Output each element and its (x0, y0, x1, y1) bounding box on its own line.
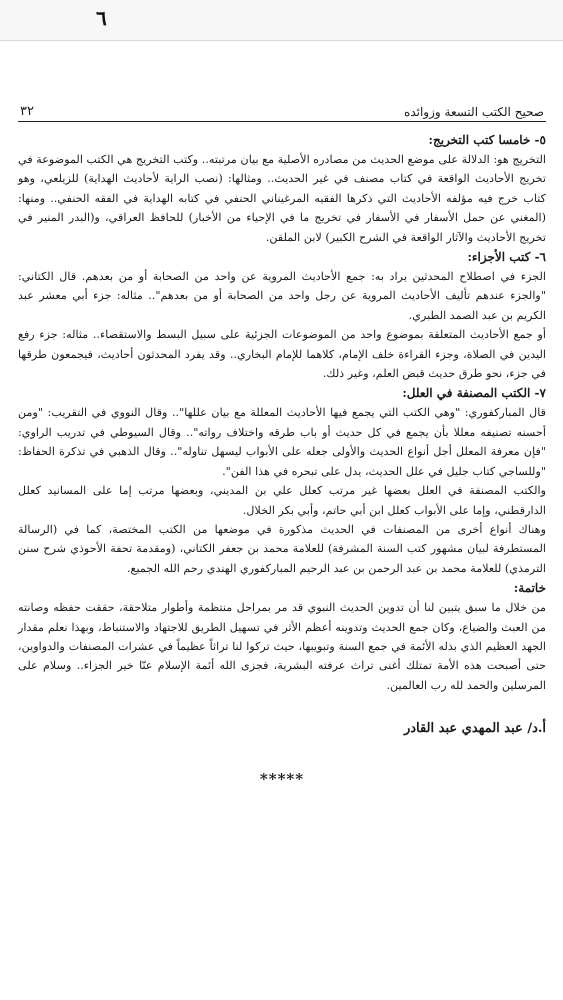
author-signature: أ.د/ عبد المهدي عبد القادر (403, 721, 546, 737)
paragraph: من خلال ما سبق يتبين لنا أن تدوين الحديث النبوي قد مر بمراحل منتظمة وأطوار متلاحقة، حققت حفظه وصانته من العبث والضياع، وكان جمع الحديث وتدوينه أعظم الأثر في تسهيل الطريق للاجتهاد والاستنباط، وبهذا نعلم مقدار الجهد العظيم الذي بذله الأئمة في جمع السنة وتبويبها، حيث تركوا لنا تراثاً عظيماً في عشرات المصنفات والدواوين، حتى أصبحت هذه الأمة تمتلك أغنى تراث عرفته البشرية، فجزى الله أئمة الإسلام عنّا خير الجزاء.. وسلام على المرسلين والحمد لله رب العالمين. (18, 601, 546, 692)
end-mark: ***** (259, 770, 305, 789)
status-number: ٦ (96, 6, 107, 30)
heading-takhrij: ٥- خامسا كتب التخريج: (428, 133, 546, 147)
page-number: ٣٢ (20, 104, 34, 119)
paragraph: أو جمع الأحاديث المتعلقة بموضوع واحد من الموضوعات الجزئية على سبيل البسط والاستقصاء.. مثاله: جزء رفع اليدين في الصلاة، وجزء القراءة خلف الإمام، كلاهما للإمام البخاري.. وقد يفرد المحدثون أحاديث، فيجمعون طرقها في جزء، نحو طرق حديث قبض العلم، وغير ذلك. (18, 328, 546, 381)
status-bar (0, 0, 563, 41)
paragraph: والكتب المصنفة في العلل بعضها غير مرتب كعلل علي بن المديني، وبعضها مرتب إما على المسانيد كعلل الدارقطني، وإما على الأبواب كعلل ابن أبي حاتم، وأبي بكر الخلال. (18, 484, 546, 517)
heading-ajza: ٦- كتب الأجزاء: (467, 250, 546, 265)
paragraph: وهناك أنواع أخرى من المصنفات في الحديث مذكورة في موضعها من الكتب المختصة، كما في (الرسالة المستطرفة لبيان مشهور كتب السنة المشرفة) للعلامة محمد بن جعفر الكتاني، (ومقدمة تحفة الأحوذي شرح سنن الترمذي) للعلامة محمد بن عبد الرحمن بن عبد الرحيم المباركفوري الهندي رحم الله الجميع. (18, 522, 546, 575)
heading-conclusion: خاتمة: (513, 581, 546, 596)
running-header (18, 104, 546, 122)
paragraph: التخريج هو: الدلالة على موضع الحديث من مصادره الأصلية مع بيان مرتبته.. وكتب التخريج هي الكتب الموضوعة في تخريج الأحاديث الواقعة في كتاب مصنف في غير الحديث.. ومثالها: (نصب الراية لأحاديث الهداية) للزيلعي، وهو كتاب خرج فيه مؤلفه الأحاديث التي ذكرها الفقيه المرغيناني الحنفي في كتابه الهداية في الفقه الحنفي.. ومنها: (المغني عن حمل الأسفار في الأسفار في تخريج ما في الإحياء من الأخبار) للحافظ العراقي، و(البدر المنير في تخريج الأحاديث والآثار الواقعة في الشرح الكبير) لابن الملقن. (18, 153, 546, 244)
document-page (18, 104, 546, 788)
book-title: صحيح الكتب التسعة وزوائده (404, 105, 544, 119)
paragraph: الجزء في اصطلاح المحدثين يراد به: جمع الأحاديث المروية عن واحد من الصحابة أو من بعدهم. قال الكتاني: "والجزء عندهم تأليف الأحاديث المروية عن رجل واحد من الصحابة أو من بعدهم".. مثاله: جزء أبي معشر عبد الكريم بن عبد الصمد الطبري. (18, 270, 546, 322)
heading-ilal: ٧- الكتب المصنفة في العلل: (402, 386, 546, 401)
paragraph: قال المباركفوري: "وهي الكتب التي يجمع فيها الأحاديث المعللة مع بيان عللها".. وقال النووي في التقريب: "ومن أحسنه تصنيفه معللا بأن يجمع في كل حديث أو باب طرقه واختلاف رواته".. وقال السيوطي في تدريب الراوي: "فإن معرفة المعلل أجل أنواع الحديث والأولى جعله على الأبواب ليسهل تناوله".. وقال الذهبي في تذكرة الحفاظ: "وللساجي كتاب جليل في علل الحديث، يدل على تبحره في هذا الفن". (18, 406, 546, 478)
